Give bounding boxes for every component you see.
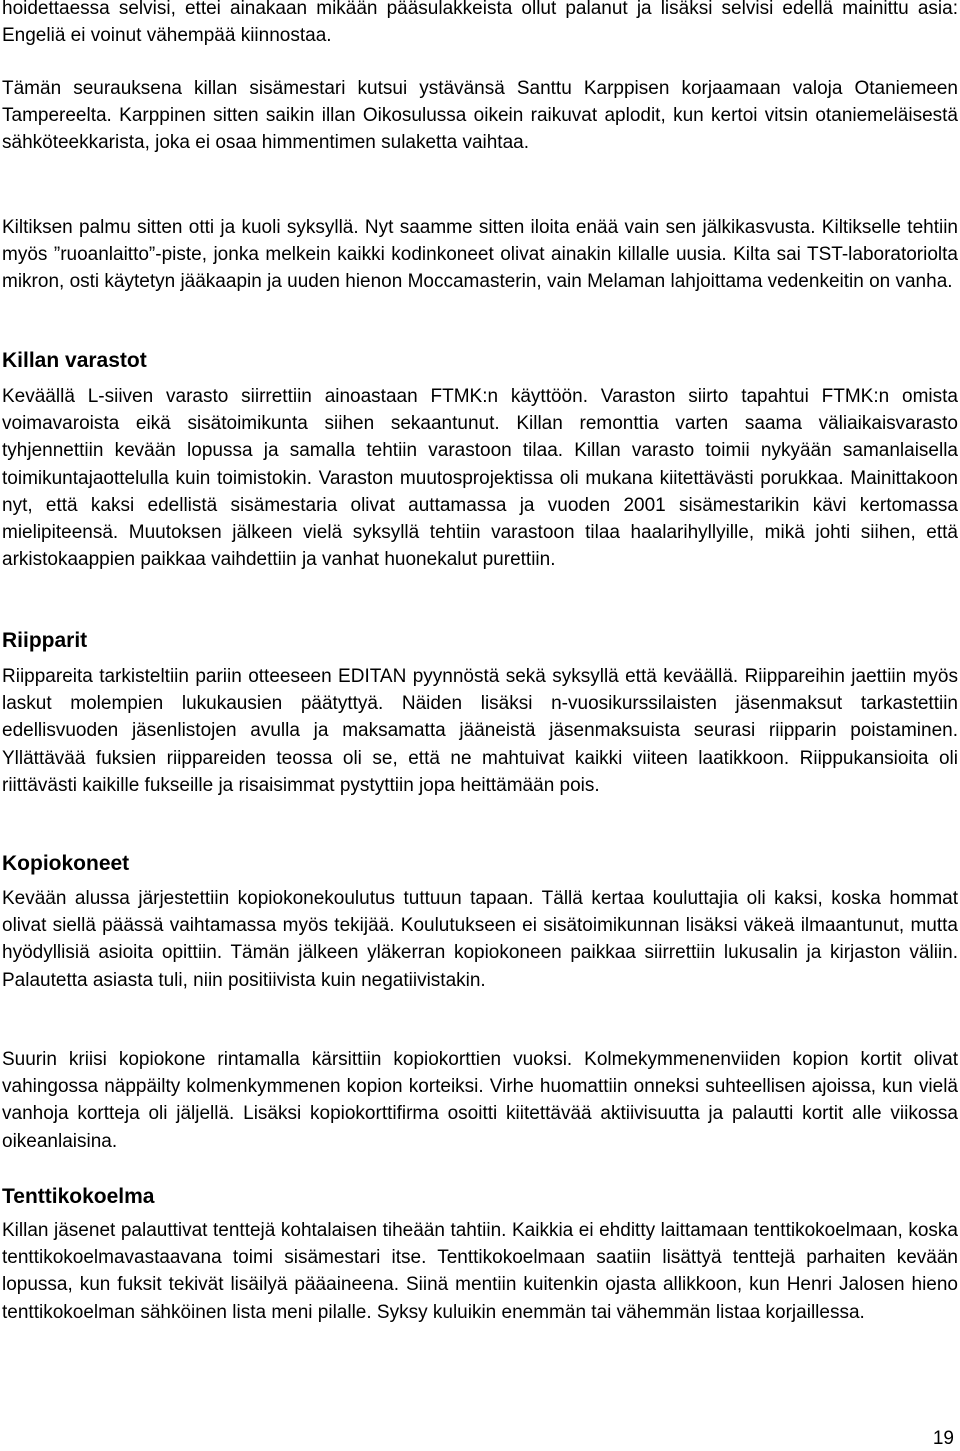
paragraph-varastot: Keväällä L-siiven varasto siirrettiin ainoastaan FTMK:n käyttöön. Varaston siirto tapahtui FTMK:n omista voimavaroista eikä sisätoimikunta siihen sekaantunut. Killan remonttia varten saama väliaikaisvarasto tyhjennettiin kevään lopussa ja samalla tehtiin varastoon tilaa. Killan varasto toimii nykyään samanlaisella toimikuntajaottelulla kuin toimistokin. Varaston muutosprojektissa oli mukana kiitettävästi porukkaa. Mainittakoon nyt, että kaksi edellistä sisämestaria olivat auttamassa ja vuoden 2001 sisämestarikin kävi kertomassa mielipiteensä. Muutoksen jälkeen vielä syksyllä tehtiin varastoon tilaa haalarihyllyille, mikä johti siihen, että arkistokaappien paikkaa vaihdettiin ja vanhat huonekalut purettiin. xyxy=(2,386,958,571)
heading-killan-varastot: Killan varastot xyxy=(2,349,147,372)
paragraph-palmu: Kiltiksen palmu sitten otti ja kuoli syksyllä. Nyt saamme sitten iloita enää vain sen jälkikasvusta. Kiltikselle tehtiin myös ”ruoanlaitto”-piste, jonka melkein kaikki kodinkoneet olivat ainakin killalle uusia. Kilta sai TST-laboratoriolta mikron, osti käytetyn jääkaapin ja uuden hienon Moccamasterin, vain Melaman lahjoittama vedenkeitin on vanha. xyxy=(2,217,958,293)
page-number: 19 xyxy=(932,1428,954,1449)
heading-kopiokoneet: Kopiokoneet xyxy=(2,852,130,875)
paragraph-kopiokoneet-1: Kevään alussa järjestettiin kopiokonekoulutus tuttuun tapaan. Tällä kertaa kouluttajia oli kaksi, koska hommat olivat siellä päässä vaihtamassa myös tekijää. Koulutukseen ei sisätoimikunnan lisäksi väkeä ilmaantunut, mutta hyödyllisiä asioita opittiin. Tämän jälkeen yläkerran kopiokoneen paikkaa siirrettiin lukusalin ja kirjaston väliin. Palautetta asiasta tuli, niin positiivista kuin negatiivistakin. xyxy=(2,888,958,991)
heading-riipparit: Riipparit xyxy=(2,629,88,652)
paragraph-tenttikokoelma: Killan jäsenet palauttivat tenttejä kohtalaisen tiheään tahtiin. Kaikkia ei ehditty laittamaan tenttikokoelmaan, koska tenttikokoelmavastaavana toimi sisämestari itse. Tenttikokoelmaan saatiin lisättyä tenttejä parhaiten kevään lopussa, kun fuksit tekivät lisäilyä pääaineena. Siinä mentiin kuitenkin ojasta allikkoon, kun Henri Jalosen hieno tenttikokoelman sähköinen lista meni pilalle. Syksy kuluikin enemmän tai vähemmän listaa korjaillessa. xyxy=(2,1220,958,1323)
paragraph-palanut: hoidettaessa selvisi, ettei ainakaan mikään pääsulakkeista ollut palanut ja lisäksi selvisi edellä mainittu asia: Engeliä ei voinut vähempää kiinnostaa. xyxy=(2,0,958,47)
paragraph-kopiokoneet-2: Suurin kriisi kopiokone rintamalla kärsittiin kopiokorttien vuoksi. Kolmekymmenenviiden kopion kortit olivat vahingossa näppäilty kolmenkymmenen kopion korteiksi. Virhe huomattiin onneksi suhteellisen ajoissa, kun vielä vanhoja kortteja oli jäljellä. Lisäksi kopiokorttifirma osoitti kiitettävää aktiivisuutta ja palautti kortit alle viikossa oikeanlaisina. xyxy=(2,1049,958,1152)
paragraph-riipparit: Riippareita tarkisteltiin pariin otteeseen EDITAN pyynnöstä sekä syksyllä että keväällä. Riippareihin jaettiin myös laskut molempien lukukausien päätyttyä. Näiden lisäksi n-vuosikurssilaisten jäsenmaksut tarkastettiin edellisvuoden jäsenlistojen avulla ja maksamatta jääneistä jäsenmaksuista seurasi riipparin poistaminen. Yllättävää fuksien riippareiden teossa oli se, että ne mahtuivat kaikki viiteen laatikkoon. Riippukansioita oli riittävästi kaikille fukseille ja risaisimmat pystyttiin jopa heittämään pois. xyxy=(2,666,958,796)
heading-tenttikokoelma: Tenttikokoelma xyxy=(2,1185,155,1208)
paragraph-karppinen: Tämän seurauksena killan sisämestari kutsui ystävänsä Santtu Karppisen korjaamaan valoja Otaniemeen Tampereelta. Karppinen sitten saikin illan Oikosulussa oikein raikuvat aplodit, kun kertoi vitsin otaniemeläisestä sähköteekkarista, joka ei osaa himmentimen sulaketta vaihtaa. xyxy=(2,78,958,154)
